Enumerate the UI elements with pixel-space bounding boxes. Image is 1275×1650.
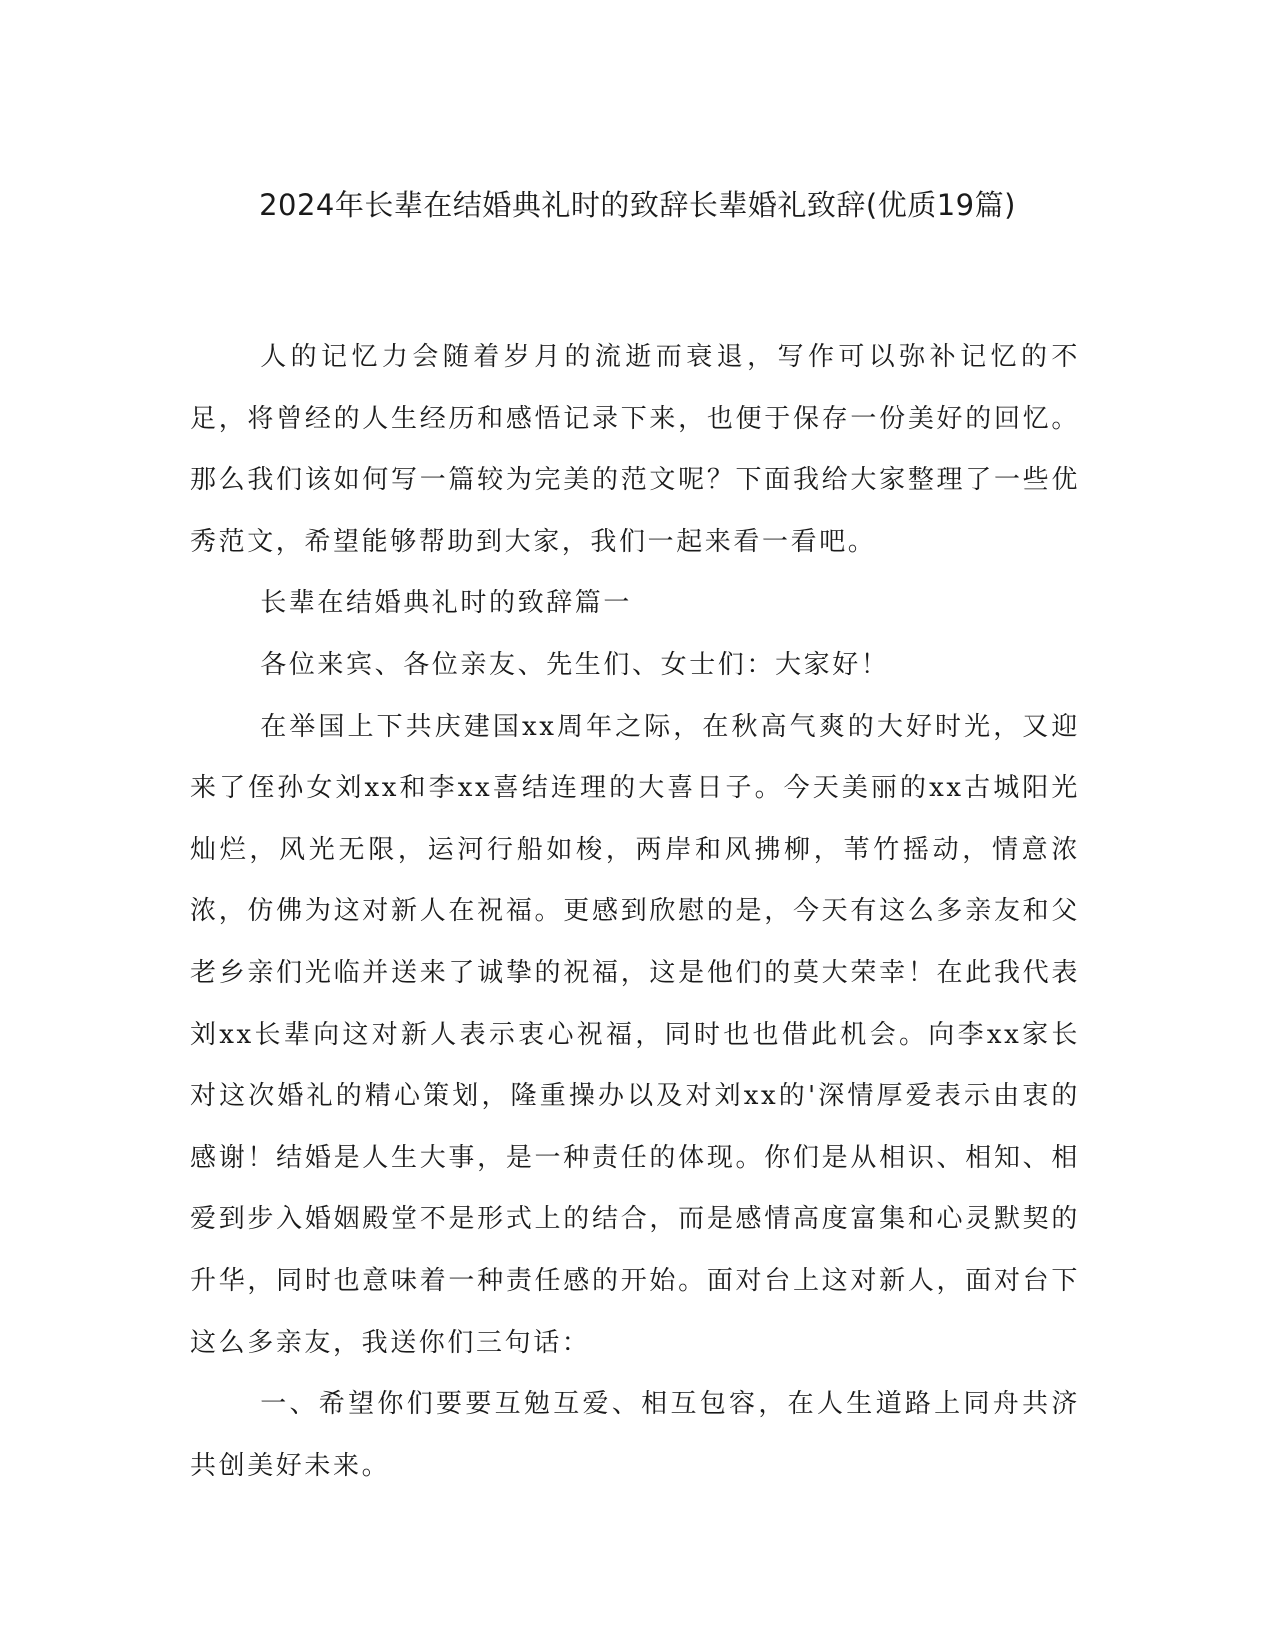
document-body [190, 327, 1080, 1497]
document-title: 2024年长辈在结婚典礼时的致辞长辈婚礼致辞(优质19篇) [259, 188, 1016, 222]
paragraph-intro: 人的记忆力会随着岁月的流逝而衰退，写作可以弥补记忆的不足，将曾经的人生经历和感悟记录下来，也便于保存一份美好的回忆。那么我们该如何写一篇较为完美的范文呢？下面我给大家整理了一些优秀范文，希望能够帮助到大家，我们一起来看一看吧。 [190, 342, 1080, 557]
paragraph-speech-main: 在举国上下共庆建国xx周年之际，在秋高气爽的大好时光，又迎来了侄孙女刘xx和李xx喜结连理的大喜日子。今天美丽的xx古城阳光灿烂，风光无限，运河行船如梭，两岸和风拂柳，苇竹摇动，情意浓浓，仿佛为这对新人在祝福。更感到欣慰的是，今天有这么多亲友和父老乡亲们光临并送来了诚挚的祝福，这是他们的莫大荣幸！在此我代表刘xx长辈向这对新人表示衷心祝福，同时也也借此机会。向李xx家长对这次婚礼的精心策划，隆重操办以及对刘xx的'深情厚爱表示由衷的感谢！结婚是人生大事，是一种责任的体现。你们是从相识、相知、相爱到步入婚姻殿堂不是形式上的结合，而是感情高度富集和心灵默契的升华，同时也意味着一种责任感的开始。面对台上这对新人，面对台下这么多亲友，我送你们三句话： [190, 711, 1080, 1358]
paragraph-wish-one: 一、希望你们要要互勉互爱、相互包容，在人生道路上同舟共济共创美好未来。 [190, 1389, 1080, 1481]
paragraph-section-heading: 长辈在结婚典礼时的致辞篇一 [260, 588, 632, 619]
paragraph-greeting: 各位来宾、各位亲友、先生们、女士们：大家好！ [260, 649, 890, 680]
